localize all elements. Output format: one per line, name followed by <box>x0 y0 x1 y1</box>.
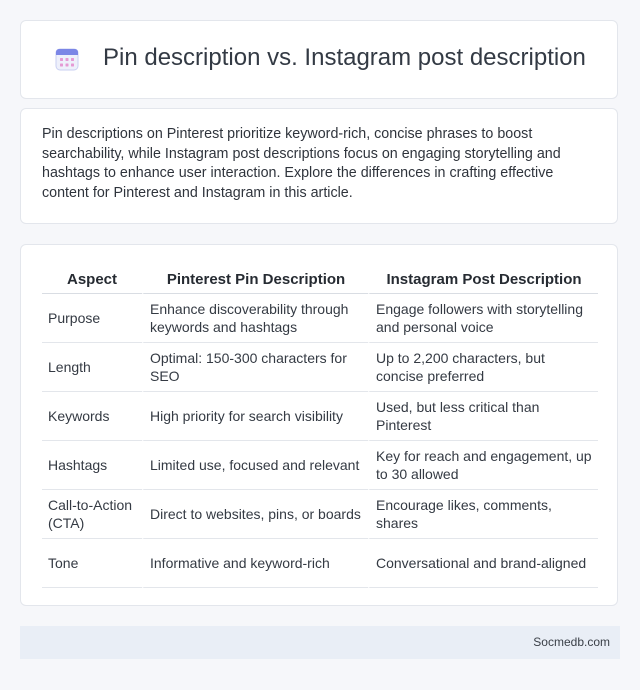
cell-pinterest: High priority for search visibility <box>142 392 368 441</box>
page-title: Pin description vs. Instagram post description <box>103 44 586 71</box>
cell-aspect: Hashtags <box>42 441 142 490</box>
header-pinterest: Pinterest Pin Description <box>142 263 368 294</box>
cell-aspect: Tone <box>42 539 142 588</box>
cell-instagram: Key for reach and engagement, up to 30 allowed <box>368 441 598 490</box>
cell-pinterest: Enhance discoverability through keywords and hashtags <box>142 294 368 343</box>
table-row <box>42 392 598 441</box>
calendar-icon <box>54 46 80 72</box>
table-row <box>42 294 598 343</box>
comparison-table <box>42 263 598 588</box>
cell-aspect: Keywords <box>42 392 142 441</box>
footer-site-name: Socmedb.com <box>533 635 610 649</box>
cell-instagram: Used, but less critical than Pinterest <box>368 392 598 441</box>
header-aspect: Aspect <box>42 263 142 294</box>
table-row <box>42 539 598 588</box>
cell-pinterest: Direct to websites, pins, or boards <box>142 490 368 539</box>
intro-card <box>20 108 618 224</box>
table-row <box>42 490 598 539</box>
comparison-card <box>20 244 618 606</box>
cell-pinterest: Optimal: 150-300 characters for SEO <box>142 343 368 392</box>
cell-aspect: Call-to-Action (CTA) <box>42 490 142 539</box>
cell-aspect: Purpose <box>42 294 142 343</box>
cell-instagram: Conversational and brand-aligned <box>368 539 598 588</box>
cell-instagram: Encourage likes, comments, shares <box>368 490 598 539</box>
cell-aspect: Length <box>42 343 142 392</box>
footer-bar <box>20 626 620 659</box>
table-row <box>42 441 598 490</box>
intro-paragraph: Pin descriptions on Pinterest prioritize keyword-rich, concise phrases to boost searchability, while Instagram post descriptions focus on engaging storytelling and hashtags to enhance user interaction. Explore the differences in crafting effective content for Pinterest and Instagram in this article. <box>42 126 561 201</box>
table-header-row <box>42 263 598 294</box>
header-instagram: Instagram Post Description <box>368 263 598 294</box>
title-card <box>20 20 618 99</box>
cell-instagram: Engage followers with storytelling and personal voice <box>368 294 598 343</box>
cell-pinterest: Informative and keyword-rich <box>142 539 368 588</box>
cell-pinterest: Limited use, focused and relevant <box>142 441 368 490</box>
cell-instagram: Up to 2,200 characters, but concise preferred <box>368 343 598 392</box>
table-row <box>42 343 598 392</box>
